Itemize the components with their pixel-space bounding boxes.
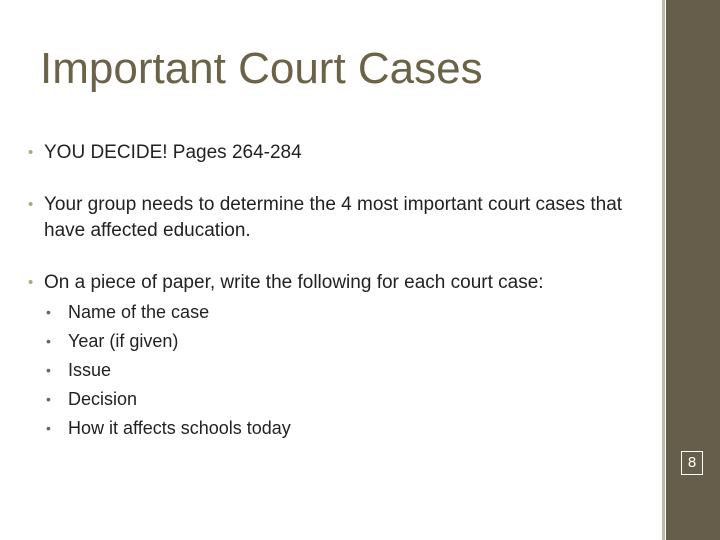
sub-bullet-text: Issue [68, 360, 112, 380]
bullet-list [28, 140, 628, 443]
bullet-marker-icon: • [28, 144, 34, 161]
sub-bullet-item [46, 356, 628, 385]
bullet-marker-icon: • [28, 196, 34, 213]
sub-bullet-item [46, 327, 628, 356]
sub-bullet-text: Year (if given) [68, 331, 179, 351]
sub-bullet-text: How it affects schools today [68, 418, 291, 438]
slide-number: 8 [681, 451, 703, 475]
sub-bullet-text: Decision [68, 389, 138, 409]
bullet-item [28, 192, 628, 244]
sub-bullet-marker-icon: • [46, 420, 51, 436]
bullet-text: Your group needs to determine the 4 most important court cases that have affected education. [44, 194, 623, 241]
bullet-text: YOU DECIDE! Pages 264-284 [44, 142, 302, 163]
sub-bullet-text: Name of the case [68, 302, 210, 322]
sub-bullet-item [46, 298, 628, 327]
sub-bullet-marker-icon: • [46, 362, 51, 378]
sidebar-edge [662, 0, 665, 540]
slide-title: Important Court Cases [40, 44, 483, 93]
bullet-item [28, 140, 628, 166]
sub-bullet-item [46, 414, 628, 443]
sub-bullet-marker-icon: • [46, 304, 51, 320]
sub-bullet-marker-icon: • [46, 391, 51, 407]
sub-bullet-list [44, 298, 628, 443]
bullet-marker-icon: • [28, 274, 34, 291]
bullet-text: On a piece of paper, write the following for each court case: [44, 272, 544, 293]
sub-bullet-marker-icon: • [46, 333, 51, 349]
sub-bullet-item [46, 385, 628, 414]
bullet-item [28, 270, 628, 443]
